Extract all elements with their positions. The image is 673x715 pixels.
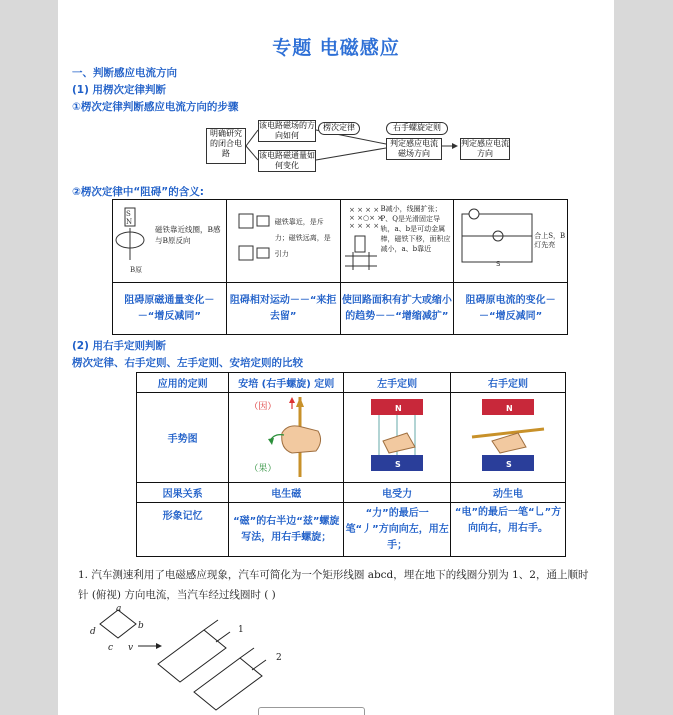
fig-label-a: a	[116, 604, 122, 614]
header-ampere: 安培 (右手螺旋) 定则	[229, 373, 344, 393]
mnemonic-row	[137, 503, 566, 557]
flow-induced-field-box: 判定感应电流磁场方向	[386, 138, 442, 160]
figure-rails	[340, 200, 454, 283]
rails-note: B减小，线圈扩张；P、Q是光滑固定导轨，a、b是可动金属棒，磁铁下移，面积应减小，a、b靠近	[380, 205, 451, 253]
fig-label-2: 2	[276, 653, 282, 663]
meaning-heading: ②楞次定律中“阻碍”的含义:	[72, 186, 204, 198]
ampere-hand-svg	[230, 393, 342, 479]
question-1-text: 1. 汽车测速利用了电磁感应现象，汽车可简化为一个矩形线圈 abcd，埋在地下的线圈分别为 1、2，通上顺时针 (俯视) 方向电流，当汽车经过线圈时 ( )	[78, 569, 589, 601]
gesture-label: 手势图	[137, 393, 229, 483]
mnemonic-ampere: “磁”的右半边“兹”螺旋写法，用右手螺旋；	[229, 503, 344, 557]
step-heading: ①楞次定律判断感应电流方向的步骤	[72, 101, 239, 113]
fig-label-1: 1	[238, 625, 244, 635]
svg-text:S: S	[126, 210, 131, 218]
magnet-coil-note: 磁铁靠近线圈，B感与B原反向	[155, 225, 221, 245]
svg-text:× × × ×: × × × ×	[348, 222, 379, 230]
mnemonic-left: “力”的最后一笔“丿”方向向左，用左手；	[344, 503, 451, 557]
right-hand-svg	[452, 393, 564, 479]
fig-label-c: c	[108, 643, 114, 653]
left-hand-svg	[345, 393, 449, 479]
fig-label-b: b	[138, 621, 144, 631]
left-hand-gesture-figure	[344, 393, 451, 483]
figure-magnet-coil	[113, 200, 227, 283]
subsection-heading-2: (2) 用右手定则判断	[72, 340, 167, 352]
right-hand-gesture-figure	[451, 393, 566, 483]
section-heading-1: 一、判断感应电流方向	[72, 67, 177, 79]
hinder-figures-row	[113, 200, 568, 283]
svg-text:N: N	[126, 218, 133, 226]
header-right-hand: 右手定则	[451, 373, 566, 393]
cause-effect-ampere: 电生磁	[229, 483, 344, 503]
cause-effect-row	[137, 483, 566, 503]
cause-effect-left: 电受力	[344, 483, 451, 503]
ampere-gesture-figure	[229, 393, 344, 483]
flow-start-box: 明确研究的闭合电路	[206, 128, 246, 164]
hinder-caption-flux: 阻碍原磁通量变化－－“增反减同”	[113, 283, 227, 335]
header-rule: 应用的定则	[137, 373, 229, 393]
page-navigation-bar[interactable]	[258, 707, 365, 715]
hinder-captions-row	[113, 283, 568, 335]
subsection-heading-1: (1) 用楞次定律判断	[72, 84, 167, 96]
svg-text:N: N	[506, 404, 513, 413]
svg-text:S: S	[496, 260, 501, 268]
hinder-table	[112, 199, 568, 335]
flow-lenz-label: 楞次定律	[318, 122, 360, 135]
figure-lamp-circuit	[454, 200, 568, 283]
svg-text:S: S	[506, 460, 512, 469]
question-figure	[86, 602, 306, 712]
svg-text:B原: B原	[130, 266, 143, 274]
comparison-header-row	[137, 373, 566, 393]
svg-text:S: S	[395, 460, 401, 469]
figure-magnet-approach	[226, 200, 340, 283]
flow-flux-change-box: 该电路磁通量如何变化	[259, 151, 315, 170]
cause-effect-label: 因果关系	[137, 483, 229, 503]
rules-comparison-table	[136, 372, 566, 557]
hinder-caption-area: 使回路面积有扩大或缩小的趋势－－“增缩减扩”	[340, 283, 454, 335]
svg-text:× ×○× ×: × ×○× ×	[348, 214, 383, 222]
document-page	[58, 0, 614, 715]
fig-label-d: d	[90, 627, 96, 637]
lenz-flowchart	[206, 118, 509, 174]
lamp-circuit-note: 合上S，B灯先亮	[534, 232, 566, 249]
gesture-row	[137, 393, 566, 483]
comparison-heading: 楞次定律、右手定则、左手定则、安培定则的比较	[72, 357, 303, 369]
flow-field-direction-box: 该电路磁场的方向如何	[259, 121, 315, 140]
flow-rhr-label: 右手螺旋定则	[386, 122, 448, 135]
mnemonic-right: “电”的最后一笔“乚”方向向右，用右手。	[451, 503, 566, 557]
hinder-caption-current: 阻碍原电流的变化－－“增反减同”	[454, 283, 568, 335]
magnet-approach-note: 磁铁靠近，是斥力；磁铁远离，是引力	[274, 218, 331, 258]
fig-label-v: v	[128, 643, 134, 653]
flow-induced-current-box: 判定感应电流方向	[461, 139, 509, 158]
page-title: 专题 电磁感应	[272, 37, 400, 59]
mnemonic-label: 形象记忆	[137, 503, 229, 557]
cause-label: （因）	[249, 402, 277, 412]
cause-effect-right: 动生电	[451, 483, 566, 503]
effect-label: （果）	[249, 464, 277, 474]
svg-text:N: N	[395, 404, 402, 413]
svg-text:× × × ×: × × × ×	[348, 206, 379, 214]
hinder-caption-motion: 阻碍相对运动－－“来拒去留”	[226, 283, 340, 335]
header-left-hand: 左手定则	[344, 373, 451, 393]
